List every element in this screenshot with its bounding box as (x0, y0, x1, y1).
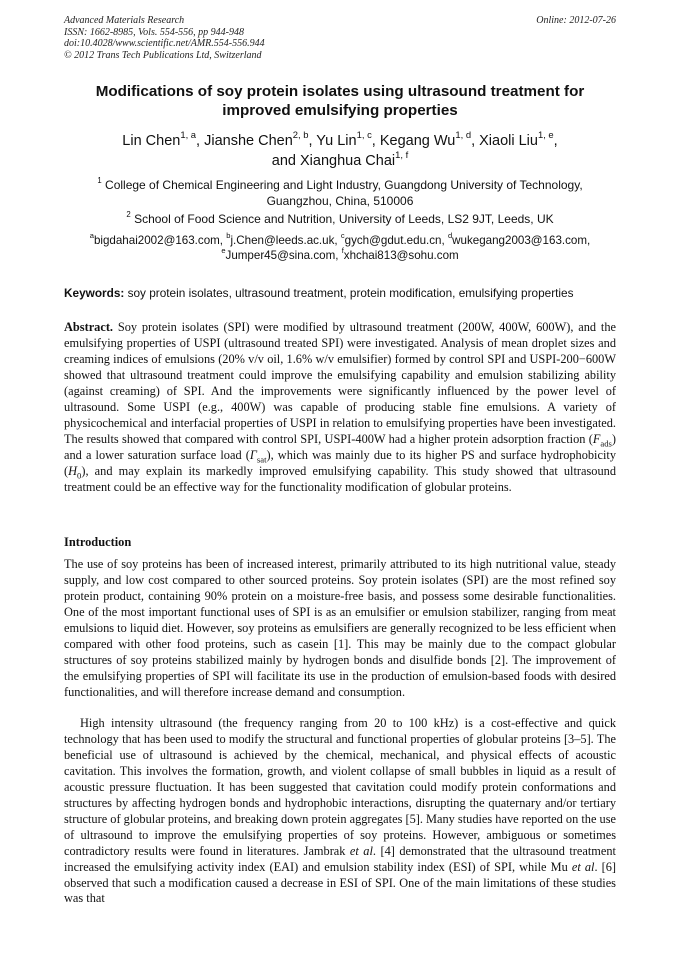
symbol-f-ads: F (592, 431, 601, 446)
intro-paragraph-1 (64, 557, 616, 701)
affiliation-number: 1 (97, 176, 102, 186)
email-address[interactable]: bigdahai2002@163.com, (93, 234, 224, 247)
email-address[interactable]: wukegang2003@163.com, (452, 234, 591, 247)
email-address[interactable]: xhchai813@sohu.com (343, 249, 459, 262)
journal-name: Advanced Materials Research (64, 15, 185, 26)
author-affiliation-mark: 1, a (180, 129, 197, 141)
author-emails (64, 233, 616, 263)
abstract-text: ) and a lower saturation surface load ( (64, 431, 616, 462)
author-affiliation-mark: 2, b (292, 129, 309, 141)
keywords-label: Keywords: (64, 286, 125, 300)
abstract (64, 320, 616, 495)
affiliation-text: College of Chemical Engineering and Light Industry, Guangdong University of Technology, (105, 178, 583, 192)
author-list: Lin Chen$^{1, a}$, Jianshe Chen$^{2, b}$, Yu Lin$^{1, c}$, Kegang Wu$^{1, d}$, Xiaoli Liu$^{1, e}$, and Xianghua Chai$^{1, f}$ (122, 129, 558, 169)
author-affiliation-mark: 1, e (537, 129, 554, 141)
email-mark: b (226, 231, 231, 241)
abstract-text: ), and may explain its markedly improved emulsifying capability. This study showed that ultrasound treatment could be an effective way for the functionality modification of globular proteins. (64, 463, 616, 494)
affiliation-text: School of Food Science and Nutrition, University of Leeds, LS2 9JT, Leeds, UK (134, 212, 554, 226)
symbol-gamma-sat: Γ (249, 447, 257, 462)
paragraph-text: The use of soy proteins has been of increased interest, primarily attributed to its high nutritional value, steady supply, and low cost compared to other sourced proteins. Soy protein isolates (SPI) are the most refined soy protein product, containing 90% protein on a moisture-free basis, and possess some desirable functionalities. One of the most important functional uses of SPI is as an emulsifier or emulsion stabilizer, ranging from meat emulsions to liquid diet. However, soy proteins as emulsifiers are generally recognized to be less efficient when compared with other food proteins, such as casein [1]. This may be mainly due to the compact globular structures of soy proteins stabilized mainly by hydrogen bonds and disulfide bonds [2]. The improvement of the emulsifying properties of SPI will facilitate its use in the production of emulsion-based foods with desired functionalities, and will therefore increase demand and consumption. (64, 557, 616, 699)
copyright: © 2012 Trans Tech Publications Ltd, Switzerland (64, 49, 262, 61)
affiliation-2 (64, 211, 616, 227)
paragraph-text: . [4] demonstrated that the ultrasound treatment increased the emulsifying activity index (EAI) and emulsion stability index (ESI) of SPI, while Mu (64, 843, 616, 874)
email-mark: c (340, 231, 345, 241)
author-affiliation-mark: 1, c (356, 129, 372, 141)
symbol-subscript: 0 (77, 470, 82, 481)
email-mark: a (89, 231, 94, 241)
keywords-text: soy protein isolates, ultrasound treatment, protein modification, emulsifying properties (127, 286, 574, 300)
symbol-subscript: sat (256, 454, 267, 465)
abstract-text: Soy protein isolates (SPI) were modified by ultrasound treatment (200W, 400W, 600W), and the emulsifying properties of USPI (ultrasound treated SPI) were investigated. Analysis of mean droplet sizes and creaming indices of emulsions (20% v/v oil, 1.6% w/v emulsifier) formed by control SPI and USPI-200−600W showed that ultrasound treatment could improve the emulsifying capability and emulsion stabilizing ability (against creaming) of SPI. And the improvements were significantly influenced by the power level of ultrasound. Some USPI (e.g., 400W) was capable of producing stable fine emulsions. A variety of physicochemical and interfacial properties of USPI in relation to emulsifying properties have been investigated. The results showed that compared with control SPI, USPI-400W had a higher protein adsorption fraction ( (64, 320, 616, 446)
affiliation-1 (64, 177, 616, 209)
abstract-label: Abstract. (64, 320, 114, 334)
doi: doi:10.4028/www.scientific.net/AMR.554-556.944 (64, 38, 265, 49)
author-affiliation-mark: 1, d (455, 129, 472, 141)
affiliation-number: 2 (126, 210, 131, 220)
journal-header (64, 15, 616, 61)
email-address[interactable]: gych@gdut.edu.cn, (344, 234, 445, 247)
author-affiliation-mark: 1, f (395, 149, 409, 161)
email-mark: d (447, 231, 453, 241)
title-line-2: improved emulsifying properties (222, 102, 458, 119)
section-heading: Introduction (64, 535, 132, 549)
email-mark: e (221, 246, 226, 256)
paper-title (64, 82, 616, 120)
paragraph-text: High intensity ultrasound (the frequency ranging from 20 to 100 kHz) is a cost-effective and quick technology that has been used to modify the structural and functional properties of globular proteins [3–5]. The beneficial use of ultrasound is achieved by the chemical, mechanical, and physical effects of acoustic cavitation. This involves the formation, growth, and violent collapse of small bubbles in liquid as a result of acoustic pressure fluctuation. It has been suggested that cavitation could modify protein conformations and structures by affecting hydrogen bonds and hydrophobic interactions, disrupting the quaternary and/or tertiary structure of globular proteins, and breaking down protein aggregates [5]. Many studies have reported on the use of ultrasound to improve the emulsifying properties of soy proteins. However, ambiguous or sometimes contradictory results were found in literatures. Jambrak (64, 716, 616, 858)
et-al: et al (349, 843, 373, 858)
paragraph-text: . [6] observed that such a modification caused a decrease in ESI of SPI. One of the main limitations of these studies was that (64, 859, 616, 906)
author-conjunction: and (271, 153, 296, 169)
abstract-text: ), which was mainly due to its higher PS and surface hydrophobicity ( (64, 447, 616, 478)
author-name: Kegang Wu (379, 133, 456, 149)
symbol-h0: H (68, 463, 78, 478)
online-date: Online: 2012-07-26 (536, 15, 616, 26)
author-name: Lin Chen (122, 133, 181, 149)
email-address[interactable]: j.Chen@leeds.ac.uk, (230, 234, 338, 247)
author-name: Xiaoli Liu (479, 133, 538, 149)
intro-paragraph-2 (64, 716, 616, 907)
author-name: Jianshe Chen (204, 133, 293, 149)
symbol-subscript: ads (600, 438, 612, 449)
author-name: Yu Lin (316, 133, 357, 149)
email-mark: f (341, 246, 344, 256)
author-name: Xianghua Chai (300, 153, 396, 169)
keywords-line (64, 285, 624, 301)
email-address[interactable]: Jumper45@sina.com, (225, 249, 339, 262)
issn: ISSN: 1662-8985, Vols. 554-556, pp 944-948 (64, 26, 244, 38)
title-line-1: Modifications of soy protein isolates using ultrasound treatment for (95, 83, 585, 100)
et-al: et al (571, 859, 595, 874)
affiliation-text: Guangzhou, China, 510006 (266, 194, 414, 208)
